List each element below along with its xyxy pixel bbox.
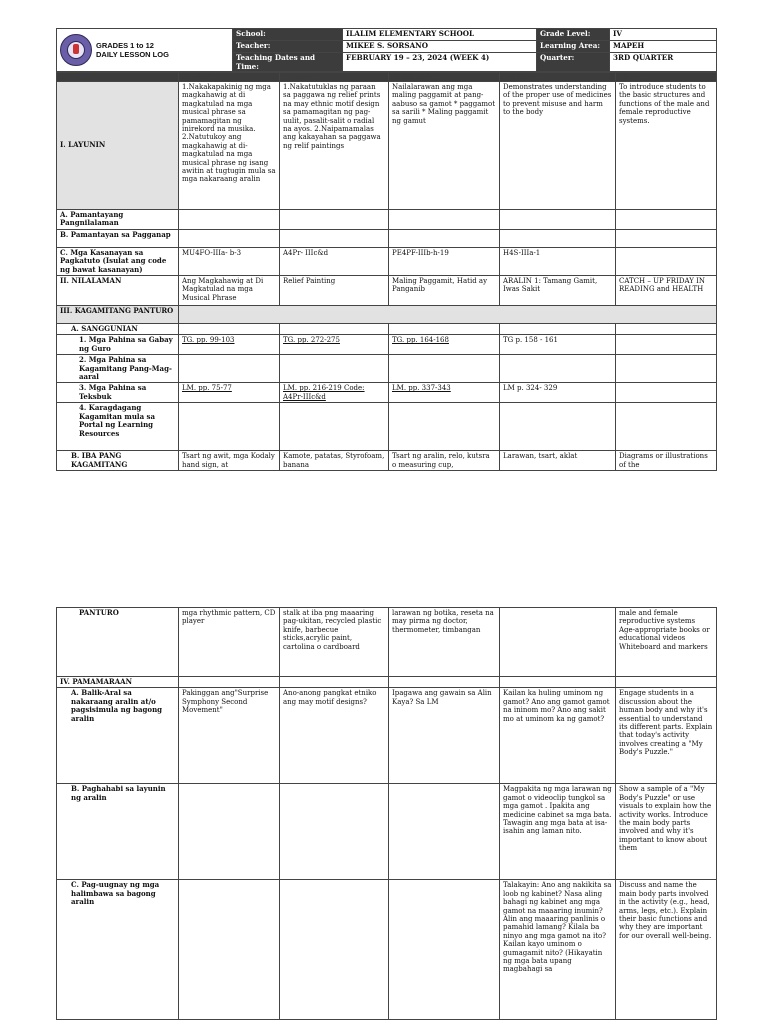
kagamitang-row — [57, 306, 717, 324]
kagamitang-mag-aaral-label: 2. Mga Pahina sa Kagamitang Pang-Mag-aaral — [57, 355, 179, 383]
paghahabi-monday — [179, 784, 280, 880]
pamamaraan-label: IV. PAMAMARAAN — [57, 677, 179, 688]
gabay-friday — [616, 335, 717, 355]
title-line2: DAILY LESSON LOG — [96, 50, 169, 59]
nilalaman-wednesday: Maling Paggamit, Hatid ay Panganib — [389, 276, 500, 306]
layunin-row — [57, 82, 717, 210]
teksbuk-thursday: LM p. 324- 329 — [500, 383, 616, 403]
gabay-row — [57, 335, 717, 355]
deped-seal-icon — [60, 34, 92, 66]
iba-pang-friday: Diagrams or illustrations of the — [616, 451, 717, 471]
gabay-label: 1. Mga Pahina sa Gabay ng Guro — [57, 335, 179, 355]
teacher-label: Teacher: — [233, 41, 343, 53]
layunin-friday: To introduce students to the basic structures and functions of the male and female reproductive systems. — [616, 82, 717, 210]
teksbuk-wednesday: LM. pp. 337-343 — [389, 383, 500, 403]
iba-pang-label: B. IBA PANG KAGAMITANG — [57, 451, 179, 471]
pamamaraan-row — [57, 677, 717, 688]
gabay-monday: TG. pp. 99-103 — [179, 335, 280, 355]
area-label: Learning Area: — [537, 41, 610, 53]
lesson-table-page2 — [56, 607, 717, 1020]
teksbuk-tuesday: LM. pp. 216-219 Code: A4Pr-IIIc&d — [280, 383, 389, 403]
day-header-row — [57, 73, 717, 82]
balik-aral-label: A. Balik-Aral sa nakaraang aralin at/o pagsisimula ng bagong aralin — [57, 688, 179, 784]
day-monday: MONDAY — [179, 73, 280, 82]
school-label: School: — [233, 29, 343, 41]
balik-aral-thursday: Kailan ka huling uminom ng gamot? Ano ang gamot gamot na ininom mo? Ano ang sakit mo at uminom ka ng gamot? — [500, 688, 616, 784]
grade-label: Grade Level: — [537, 29, 610, 41]
header-table — [56, 28, 717, 72]
paghahabi-label: B. Paghahabi sa layunin ng aralin — [57, 784, 179, 880]
balik-aral-monday: Pakinggan ang"Surprise Symphony Second Movement" — [179, 688, 280, 784]
teacher-value: MIKEE S. SORSANO — [343, 41, 537, 53]
pamantayang-label: A. Pamantayang Pangnilalaman — [57, 210, 179, 230]
paghahabi-wednesday — [389, 784, 500, 880]
kasanayan-wednesday: PE4PF-IIIb-h-19 — [389, 247, 500, 275]
gabay-thursday: TG p. 158 - 161 — [500, 335, 616, 355]
teksbuk-monday: LM. pp. 75-77 — [179, 383, 280, 403]
nilalaman-row — [57, 276, 717, 306]
panturo-tuesday: stalk at iba png maaaring pag-ukitan, recycled plastic knife, barbecue sticks,acrylic paint, cartolina o cardboard — [280, 608, 389, 677]
karagdagang-row — [57, 403, 717, 451]
iba-pang-wednesday: Tsart ng aralin, relo, kutsra o measuring cup, — [389, 451, 500, 471]
nilalaman-label: II. NILALAMAN — [57, 276, 179, 306]
quarter-value: 3RD QUARTER — [610, 53, 717, 72]
quarter-label: Quarter: — [537, 53, 610, 72]
kagamitang-label: III. KAGAMITANG PANTURO — [57, 306, 179, 324]
panturo-thursday — [500, 608, 616, 677]
pag-uugnay-row — [57, 880, 717, 1020]
sanggunian-row — [57, 324, 717, 335]
pag-uugnay-monday — [179, 880, 280, 1020]
kagamitang-mag-aaral-row — [57, 355, 717, 383]
dates-label: Teaching Dates and Time: — [233, 53, 343, 72]
iba-pang-thursday: Larawan, tsart, aklat — [500, 451, 616, 471]
layunin-label: I. LAYUNIN — [57, 82, 179, 210]
grade-value: IV — [610, 29, 717, 41]
day-thursday: THURSDAY — [500, 73, 616, 82]
area-value: MAPEH — [610, 41, 717, 53]
page-one — [56, 28, 716, 471]
day-header-blank — [57, 73, 179, 82]
paghahabi-row — [57, 784, 717, 880]
layunin-wednesday: Nailalarawan ang mga maling paggamit at pang-aabuso sa gamot * paggamot sa sarili * Maling paggamit ng gamut — [389, 82, 500, 210]
iba-pang-row — [57, 451, 717, 471]
page-two — [56, 607, 716, 1020]
layunin-thursday: Demonstrates understanding of the proper use of medicines to prevent misuse and harm to the body — [500, 82, 616, 210]
layunin-monday: 1.Nakakapakinig ng mga magkahawig at di magkatulad na mga musical phrase sa pamamagitan ng inirekord na musika. 2.Natutukoy ang magkahawig at di-magkatulad na mga musical phrase ng isang awitin at tugtugin mula sa mga nakaraang aralin — [179, 82, 280, 210]
pag-uugnay-tuesday — [280, 880, 389, 1020]
sanggunian-label: A. SANGGUNIAN — [57, 324, 179, 335]
teksbuk-row — [57, 383, 717, 403]
pamantayang-row — [57, 210, 717, 230]
paghahabi-thursday: Magpakita ng mga larawan ng gamot o videoclip tungkol sa mga gamot . Ipakita ang medicine cabinet sa mga bata. Tawagin ang mga bata at isa-isahin ang laman nito. — [500, 784, 616, 880]
day-wednesday: WEDNESDAY — [389, 73, 500, 82]
teksbuk-friday — [616, 383, 717, 403]
layunin-tuesday: 1.Nakatutuklas ng paraan sa paggawa ng relief prints na may ethnic motif design sa pamamagitan ng pag-uulit, pasalit-salit o radial na ayos. 2.Naipamamalas ang kakayahan sa paggawa ng relif paintings — [280, 82, 389, 210]
pag-uugnay-friday: Discuss and name the main body parts involved in the activity (e.g., head, arms, legs, etc.). Explain their basic functions and why they are important for our overall well-being. — [616, 880, 717, 1020]
panturo-label: PANTURO — [57, 608, 179, 677]
nilalaman-friday: CATCH – UP FRIDAY IN READING and HEALTH — [616, 276, 717, 306]
nilalaman-monday: Ang Magkahawig at Di Magkatulad na mga Musical Phrase — [179, 276, 280, 306]
day-friday: FRIDAY — [616, 73, 717, 82]
paghahabi-tuesday — [280, 784, 389, 880]
lesson-table-page1 — [56, 72, 717, 471]
kasanayan-friday — [616, 247, 717, 275]
balik-aral-row — [57, 688, 717, 784]
pag-uugnay-label: C. Pag-uugnay ng mga halimbawa sa bagong aralin — [57, 880, 179, 1020]
iba-pang-monday: Tsart ng awit, mga Kodaly hand sign, at — [179, 451, 280, 471]
kasanayan-label: C. Mga Kasanayan sa Pagkatuto (Isulat ang code ng bawat kasanayan) — [57, 247, 179, 275]
nilalaman-tuesday: Relief Painting — [280, 276, 389, 306]
balik-aral-friday: Engage students in a discussion about the human body and why it's essential to understand its different parts. Explain that today's activity involves creating a "My Body's Puzzle." — [616, 688, 717, 784]
panturo-friday: male and female reproductive systems Age-appropriate books or educational videos Whiteboard and markers — [616, 608, 717, 677]
karagdagang-label: 4. Karagdagang Kagamitan mula sa Portal ng Learning Resources — [57, 403, 179, 451]
gabay-tuesday: TG. pp. 272-275 — [280, 335, 389, 355]
panturo-wednesday: larawan ng botika, reseta na may pirma ng doctor, thermometer, timbangan — [389, 608, 500, 677]
teksbuk-label: 3. Mga Pahina sa Teksbuk — [57, 383, 179, 403]
pagganap-label: B. Pamantayan sa Pagganap — [57, 229, 179, 247]
iba-pang-tuesday: Kamote, patatas, Styrofoam, banana — [280, 451, 389, 471]
kasanayan-tuesday: A4Pr- IIIc&d — [280, 247, 389, 275]
panturo-monday: mga rhythmic pattern, CD player — [179, 608, 280, 677]
pag-uugnay-thursday: Talakayin: Ano ang nakikita sa loob ng kabinet? Nasa aling bahagi ng kabinet ang mga gamot na maaaring inumin? Alin ang maaaring panlinis o pamahid lamang? Kilala ba ninyo ang mga gamot na ito? Kailan kayo uminom o gumagamit nito? (Hikayatin ng mga bata upang magbahagi sa — [500, 880, 616, 1020]
day-tuesday: TUESDAY — [280, 73, 389, 82]
panturo-row — [57, 608, 717, 677]
balik-aral-wednesday: Ipagawa ang gawain sa Alin Kaya? Sa LM — [389, 688, 500, 784]
kasanayan-thursday: H4S-IIIa-1 — [500, 247, 616, 275]
kasanayan-row — [57, 247, 717, 275]
paghahabi-friday: Show a sample of a "My Body's Puzzle" or use visuals to explain how the activity works. Introduce the main body parts involved and why it's important to know about them — [616, 784, 717, 880]
school-value: ILALIM ELEMENTARY SCHOOL — [343, 29, 537, 41]
dates-value: FEBRUARY 19 – 23, 2024 (WEEK 4) — [343, 53, 537, 72]
balik-aral-tuesday: Ano-anong pangkat etniko ang may motif designs? — [280, 688, 389, 784]
pag-uugnay-wednesday — [389, 880, 500, 1020]
pagganap-row — [57, 229, 717, 247]
nilalaman-thursday: ARALIN 1: Tamang Gamit, Iwas Sakit — [500, 276, 616, 306]
gabay-wednesday: TG. pp. 164-168 — [389, 335, 500, 355]
title-block — [57, 29, 233, 72]
title-line1: GRADES 1 to 12 — [96, 41, 154, 50]
kasanayan-monday: MU4FO-IIIa- b-3 — [179, 247, 280, 275]
